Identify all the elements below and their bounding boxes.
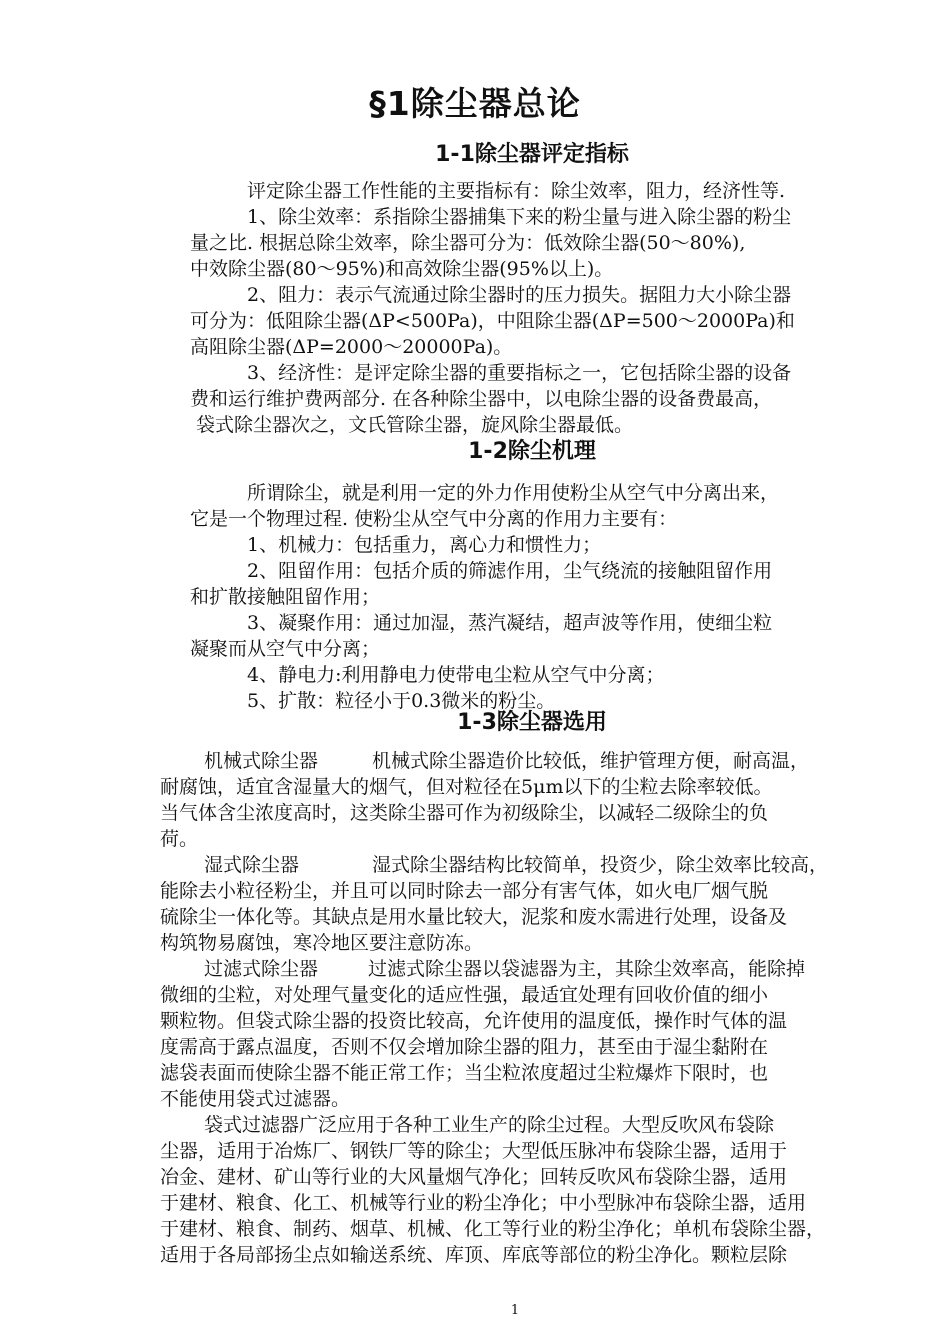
text-line: 荷。 bbox=[160, 828, 199, 850]
text-line: 2、阻留作用：包括介质的筛滤作用，尘气绕流的接触阻留作用 bbox=[247, 560, 773, 582]
text-line: 袋式过滤器广泛应用于各种工业生产的除尘过程。大型反吹风布袋除 bbox=[204, 1114, 775, 1136]
chapter-title: §1除尘器总论 bbox=[369, 84, 581, 123]
section-heading-1-2: 1-2除尘机理 bbox=[468, 439, 596, 464]
term-label: 过滤式除尘器 bbox=[204, 958, 319, 980]
text-line: 耐腐蚀，适宜含湿量大的烟气，但对粒径在5μm以下的尘粒去除率较低。 bbox=[160, 776, 773, 798]
text-line: 4、静电力:利用静电力使带电尘粒从空气中分离； bbox=[247, 664, 665, 686]
text-line: 费和运行维护费两部分. 在各种除尘器中，以电除尘器的设备费最高， bbox=[190, 388, 773, 410]
text-line: 构筑物易腐蚀，寒冷地区要注意防冻。 bbox=[160, 932, 484, 954]
text-line: 微细的尘粒，对处理气量变化的适应性强，最适宜处理有回收价值的细小 bbox=[160, 984, 769, 1006]
text-line: 高阻除尘器(ΔP=2000～20000Pa)。 bbox=[190, 336, 513, 358]
text-line: 2、阻力：表示气流通过除尘器时的压力损失。据阻力大小除尘器 bbox=[247, 284, 792, 306]
text-line: 于建材、粮食、化工、机械等行业的粉尘净化；中小型脉冲布袋除尘器，适用 bbox=[160, 1192, 807, 1214]
text-line: 和扩散接触阻留作用； bbox=[190, 586, 381, 608]
text-line: 评定除尘器工作性能的主要指标有：除尘效率，阻力，经济性等. bbox=[247, 180, 786, 202]
text-line: 3、经济性：是评定除尘器的重要指标之一，它包括除尘器的设备 bbox=[247, 362, 792, 384]
text-line: 3、凝聚作用：通过加湿，蒸汽凝结，超声波等作用，使细尘粒 bbox=[247, 612, 773, 634]
page-number: 1 bbox=[510, 1303, 520, 1318]
section-1-2-body bbox=[190, 480, 890, 714]
text-line: 能除去小粒径粉尘，并且可以同时除去一部分有害气体，如火电厂烟气脱 bbox=[160, 880, 769, 902]
text-line: 度需高于露点温度，否则不仅会增加除尘器的阻力，甚至由于湿尘黏附在 bbox=[160, 1036, 769, 1058]
text-line: 于建材、粮食、制药、烟草、机械、化工等行业的粉尘净化；单机布袋除尘器， bbox=[160, 1218, 826, 1240]
text-line: 机械式除尘器 机械式除尘器造价比较低，维护管理方便，耐高温， bbox=[204, 750, 810, 772]
text-line: 滤袋表面而使除尘器不能正常工作；当尘粒浓度超过尘粒爆炸下限时，也 bbox=[160, 1062, 769, 1084]
text-line: 1、除尘效率：系指除尘器捕集下来的粉尘量与进入除尘器的粉尘 bbox=[247, 206, 792, 228]
text-line: 过滤式除尘器 过滤式除尘器以袋滤器为主，其除尘效率高，能除掉 bbox=[204, 958, 806, 980]
text-line: 凝聚而从空气中分离； bbox=[190, 638, 381, 660]
section-heading-1-1: 1-1除尘器评定指标 bbox=[435, 142, 629, 167]
text-line: 它是一个物理过程. 使粉尘从空气中分离的作用力主要有： bbox=[190, 508, 678, 530]
section-1-3-body bbox=[160, 748, 880, 1268]
term-label: 机械式除尘器 bbox=[204, 750, 319, 772]
text-line: 当气体含尘浓度高时，这类除尘器可作为初级除尘，以减轻二级除尘的负 bbox=[160, 802, 769, 824]
text-line: 所谓除尘，就是利用一定的外力作用使粉尘从空气中分离出来， bbox=[247, 482, 780, 504]
text-line: 中效除尘器(80～95%)和高效除尘器(95%以上)。 bbox=[190, 258, 614, 280]
text-line: 可分为：低阻除尘器(ΔP<500Pa)，中阻除尘器(ΔP=500～2000Pa)和 bbox=[190, 310, 795, 332]
section-heading-1-3: 1-3除尘器选用 bbox=[457, 710, 607, 735]
text-line: 5、扩散：粒径小于0.3微米的粉尘。 bbox=[247, 690, 556, 712]
text-line: 硫除尘一体化等。其缺点是用水量比较大，泥浆和废水需进行处理，设备及 bbox=[160, 906, 788, 928]
text-line: 不能使用袋式过滤器。 bbox=[160, 1088, 351, 1110]
text-line: 尘器，适用于冶炼厂、钢铁厂等的除尘；大型低压脉冲布袋除尘器，适用于 bbox=[160, 1140, 788, 1162]
section-1-1-body bbox=[190, 178, 890, 438]
text-line: 袋式除尘器次之，文氏管除尘器，旋风除尘器最低。 bbox=[190, 414, 634, 436]
text-line: 湿式除尘器 湿式除尘器结构比较简单，投资少，除尘效率比较高， bbox=[204, 854, 829, 876]
text-line: 1、机械力：包括重力，离心力和惯性力； bbox=[247, 534, 602, 556]
text-line: 量之比. 根据总除尘效率，除尘器可分为：低效除尘器(50～80%), bbox=[190, 232, 746, 254]
text-line: 适用于各局部扬尘点如输送系统、库顶、库底等部位的粉尘净化。颗粒层除 bbox=[160, 1244, 788, 1266]
text-line: 颗粒物。但袋式除尘器的投资比较高，允许使用的温度低，操作时气体的温 bbox=[160, 1010, 788, 1032]
term-label: 湿式除尘器 bbox=[204, 854, 300, 876]
text-line: 冶金、建材、矿山等行业的大风量烟气净化；回转反吹风布袋除尘器，适用 bbox=[160, 1166, 788, 1188]
